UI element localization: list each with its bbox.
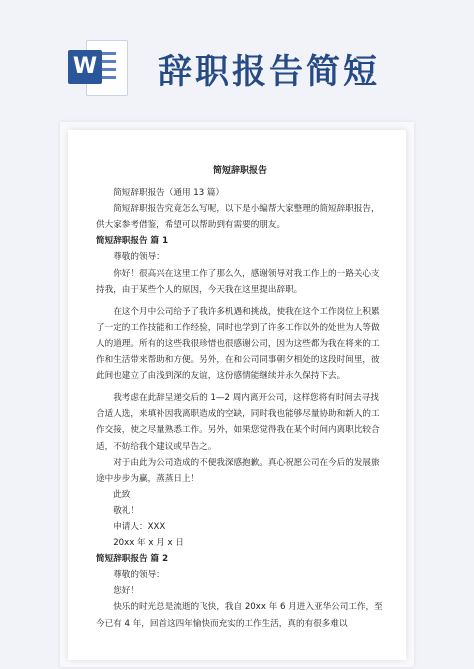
section-heading: 简短辞职报告 篇 1	[96, 236, 169, 247]
paragraph: 申请人：XXX	[113, 521, 166, 532]
paragraph: 您好！	[113, 586, 139, 597]
paragraph: 尊敬的领导：	[113, 570, 165, 581]
section-heading: 简短辞职报告 篇 2	[96, 554, 169, 565]
header	[0, 0, 474, 112]
page-title: 辞职报告简短	[158, 52, 380, 92]
paragraph: 简短辞职报告究竟怎么写呢，以下是小编帮大家整理的简短辞职报告，供大家参考借鉴，希望可以帮助到有需要的朋友。	[96, 204, 380, 231]
paragraph: 敬礼！	[113, 505, 139, 516]
paragraph: 在这个月中公司给予了我许多机遇和挑战，使我在这个工作岗位上积累了一定的工作技能和工作经验，同时也学到了许多工作以外的处世为人等做人的道理。所有的这些我很珍惜也很感谢公司，因为这些都为我在将来的工作和生活带来帮助和方便。另外，在和公司同事朝夕相处的这段时间里，彼此间也建立了由浅到深的友谊，这份感情能继续并永久保持下去。	[96, 306, 380, 382]
document-title: 简短辞职报告	[212, 166, 267, 176]
document-page	[68, 130, 406, 660]
paragraph: 对于由此为公司造成的不便我深感抱歉。真心祝愿公司在今后的发展旅途中步步为赢，蒸蒸日上！	[96, 457, 380, 484]
paragraph: 你好！很高兴在这里工作了那么久，感谢领导对我工作上的一路关心支持我，由于某些个人的原因，今天我在这里提出辞职。	[96, 268, 380, 295]
paragraph: 尊敬的领导：	[113, 252, 165, 263]
paragraph: 20xx 年 x 月 x 日	[113, 538, 184, 549]
paragraph: 简短辞职报告（通用 13 篇）	[113, 188, 225, 199]
document-content	[96, 163, 384, 632]
paragraph: 快乐的时光总是流逝的飞快，我自 20xx 年 6 月进入亚华公司工作，至今已有 4 年，回首这四年愉快而充实的工作生活，真的有很多难以	[96, 602, 383, 629]
word-icon	[68, 38, 128, 96]
paragraph: 我考虑在此辞呈递交后的 1—2 周内离开公司，这样您将有时间去寻找合适人选，来填补因我离职造成的空缺，同时我也能够尽量协助和新人的工作交接，使之尽量熟悉工作。另外，如果您觉得我在某个时间内离职比较合适，不妨给我个建议或早告之。	[96, 393, 380, 452]
word-badge: W	[68, 50, 102, 84]
paragraph: 此致	[113, 489, 131, 500]
